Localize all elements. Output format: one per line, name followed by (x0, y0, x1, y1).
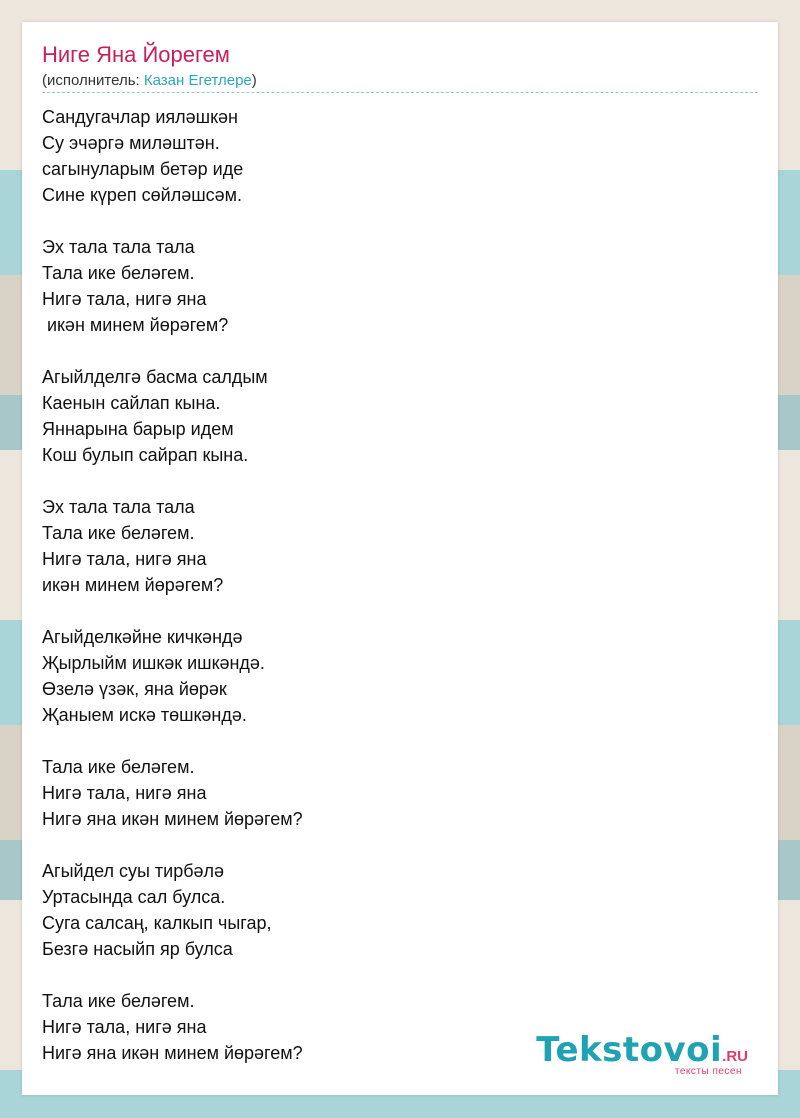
lyric-line: Нигə яна икəн минем йөрəгем? (42, 1043, 303, 1063)
lyric-line: Суга салсаң, калкып чыгар, (42, 913, 272, 933)
lyric-line: Тала ике белəгем. (42, 757, 195, 777)
lyric-line: Каенын сайлап кына. (42, 393, 221, 413)
lyric-line (42, 338, 303, 364)
lyric-line: Агыйделкəйне кичкəндə (42, 627, 243, 647)
lyric-line (42, 728, 303, 754)
lyric-line: Нигə тала, нигə яна (42, 783, 207, 803)
logo-tld: .RU (722, 1048, 748, 1065)
lyric-line: Җаныем искə төшкəндə. (42, 705, 247, 725)
lyric-line: икəн минем йөрəгем? (42, 575, 224, 595)
lyric-line (42, 468, 303, 494)
lyric-line: икəн минем йөрəгем? (42, 315, 229, 335)
lyric-line: Нигə яна икəн минем йөрəгем? (42, 809, 303, 829)
lyrics-card (22, 22, 778, 1095)
lyric-line: Нигə тала, нигə яна (42, 1017, 207, 1037)
lyrics-text (42, 104, 303, 1066)
lyric-line: Кош булып сайрап кына. (42, 445, 249, 465)
lyric-line: Безгə насыйп яр булса (42, 939, 233, 959)
lyric-line: Нигə тала, нигə яна (42, 289, 207, 309)
artist-prefix: (исполнитель: (42, 72, 144, 89)
lyric-line (42, 832, 303, 858)
lyric-line: Яннарына барыр идем (42, 419, 234, 439)
lyric-line: Су эчəргə милəштəн. (42, 133, 220, 153)
lyric-line: Тала ике белəгем. (42, 263, 195, 283)
lyric-line: Сине күреп сөйлəшсəм. (42, 185, 243, 205)
site-logo[interactable] (536, 1030, 748, 1077)
lyric-line: Тала ике белəгем. (42, 991, 195, 1011)
artist-suffix: ) (251, 72, 257, 89)
logo-name: Tekstovoi (536, 1030, 723, 1070)
lyric-line: Эх тала тала тала (42, 237, 195, 257)
song-title: Ниге Яна Йорегем (42, 42, 230, 67)
lyric-line: Нигə тала, нигə яна (42, 549, 207, 569)
lyric-line: Сандугачлар иялəшкəн (42, 107, 238, 127)
lyric-line: Тала ике белəгем. (42, 523, 195, 543)
lyric-line: Агыйлделгə басма салдым (42, 367, 268, 387)
logo-tagline: тексты песен (674, 1066, 742, 1077)
lyric-line (42, 208, 303, 234)
artist-link[interactable]: Казан Егетлере (143, 72, 252, 89)
lyric-line: Өзелə үзəк, яна йөрəк (42, 679, 227, 699)
artist-line (42, 72, 257, 89)
lyric-line: Агыйдел суы тирбəлə (42, 861, 225, 881)
lyric-line: Уртасында сал булса. (42, 887, 226, 907)
lyric-line: сагынуларым бетəр иде (42, 159, 244, 179)
lyric-line (42, 598, 303, 624)
lyric-line: Җырлыйм ишкəк ишкəндə. (42, 653, 265, 673)
lyric-line: Эх тала тала тала (42, 497, 195, 517)
divider (42, 92, 758, 93)
lyric-line (42, 962, 303, 988)
